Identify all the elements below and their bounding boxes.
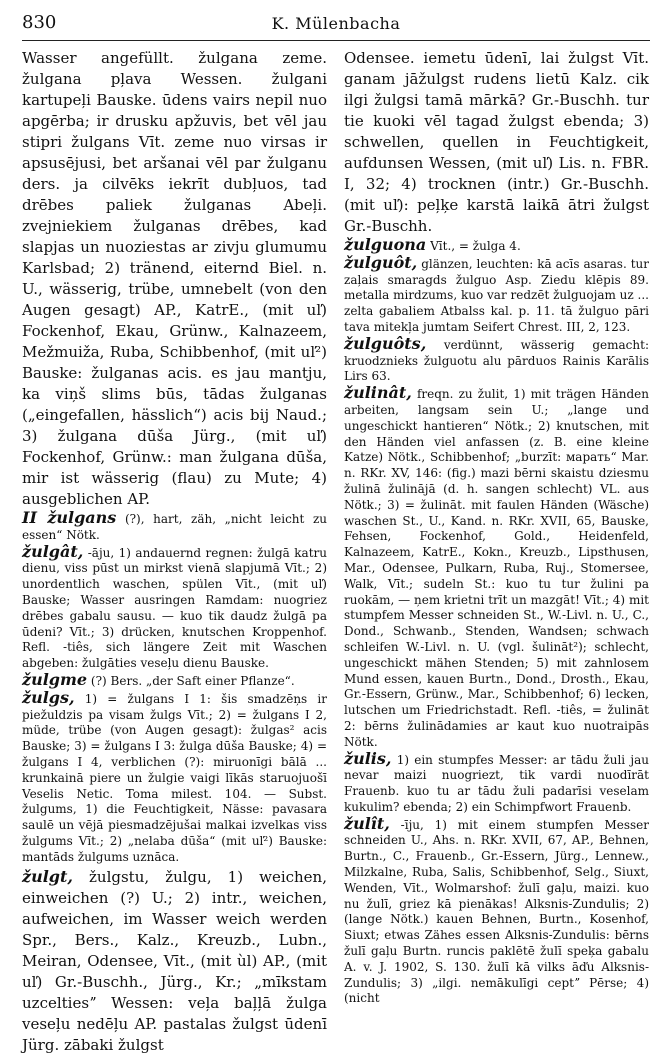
entry <box>22 541 327 672</box>
headword: žulis, <box>344 748 392 768</box>
entry-continuation <box>22 48 327 510</box>
entry <box>344 385 649 750</box>
entry-text: 1) ein stumpfes Messer: ar tādu žuli jau nevar maizi nuogriezt, tik vardi nuodīrāt Frauenb. kuo tu ar tādu žuli padarīsi veselam kukulim? ebenda; 2) ein Schimpfwort Frauenb. <box>344 752 649 814</box>
left-column <box>22 48 327 1054</box>
headword: žulinât, <box>344 383 412 403</box>
headword: žulguona <box>344 235 427 254</box>
entry <box>22 687 327 866</box>
page-header <box>22 6 650 41</box>
headword: II žulgans <box>22 508 117 527</box>
entry-text: Vīt., = žulga 4. <box>430 239 521 253</box>
headword: žulgme <box>22 669 88 689</box>
entry-text: verdünnt, wässerig gemacht: kruodznieks žulguotu alu pārduos Rainis Karālis Lirs 63. <box>344 337 649 384</box>
entry <box>22 510 327 544</box>
headword: žulgât, <box>22 541 84 561</box>
entry-text: (?) Bers. „der Saft einer Pflanze“. <box>90 673 295 688</box>
page-number: 830 <box>22 12 57 33</box>
headword: žulguôts, <box>344 333 427 353</box>
entry-text: (?), hart, zäh, „nicht leicht zu essen“ Nötk. <box>22 512 327 542</box>
entry-text: Wasser angefüllt. žulgana zeme. žulgana pļava Wessen. žulgani kartupeļi Bauske. ūdens vairs nepil nuo apgērba; ir drusku apžuvis, bet vēl jau stipri žulgans Vīt. zeme nuo virsas ir apsusējusi, bet aršanai vēl par žulganu ders. ja cilvēks iekrīt dubļuos, tad drēbes paliek žulganas Abeļi. zvejniekiem žulganas drēbes, kad slapjas un nuoziestas ar zivju glumumu Karlsbad; 2) tränend, eiternd Biel. n. U., wässerig, trübe, umnebelt (von den Augen gesagt) AP., KatrE., (mit uľ) Fockenhof, Ekau, Grünw., Kalnazeem, Mežmuiža, Ruba, Schibbenhof, (mit uľ²) Bauske: žulganas acis. es jau mantju, ka viņš slims būs, tādas žulganas („eingefallen, hässlich“) acis bij Naud.; 3) žulgana dūša Jürg., (mit uľ) Fockenhof, Grünw.: man žulgana dūša, mir ist wässerig (flau) zu Mute; 4) ausgeblichen AP. <box>22 49 327 508</box>
headword: žulît, <box>344 813 390 833</box>
entry-text: 1) = žulgans I 1: šis smadzēņs ir piežuldzis pa visam žulgs Vīt.; 2) = žulgans I 2, müde, trübe (von Augen gesagt): žulgas² acis Bauske; 3) = žulgans I 3: žulga dūša Bauske; 4) = žulgans I 4, verblichen (?): miruonīgi bālā ... krunkainā piere un žulgie vaigi līkās staruojuošī Veselis Netic. Toma milest. 104. — Subst. žulgums, 1) die Feuchtigkeit, Nässe: pavasara saulē un vējā piesmadzējušai malkai izvelkas viss žulgums Vīt.; 2) „nelaba dūša“ (mit uľ²) Bauske: mantāds žulgums uznāca. <box>22 691 327 864</box>
entry-text: glänzen, leuchten: kā acīs asaras. tur zaļais smaragds žulguo Asp. Ziedu klēpis 89. metalla mirdzums, kuo var redzēt žulguojam uz ... zelta gabaliem Atbalss kal. p. 11. tā žulguo pāri tava mitekļa jumtam Seifert Chrest. III, 2, 123. <box>344 256 649 334</box>
entry <box>344 813 649 1008</box>
running-title: K. Mülenbacha <box>271 14 401 33</box>
entry-text: -āju, 1) andauernd regnen: žulgā katru dienu, viss pūst un mirkst vienā slapjumā Vīt.; 2) unordentlich waschen, spülen Vīt., (mit uľ) Bauske; Wasser ausringen Ramdam: nuogriez drēbes gabalu sausu. — kuo tik daudz žulgā pa ūdeni? Vīt.; 3) drücken, knutschen Kroppenhof. Refl. -tiês, sich längere Zeit mit Waschen abgeben: žulgāties veseļu dienu Bauske. <box>22 545 327 671</box>
entry <box>344 333 649 385</box>
headword: žulguôt, <box>344 252 418 272</box>
entry <box>344 252 649 336</box>
right-column <box>344 48 649 1006</box>
entry-text: Odensee. iemetu ūdenī, lai žulgst Vīt. ganam jāžulgst rudens lietū Kalz. cik ilgi žulgsi tamā mārkā? Gr.-Buschh. tur tie kuoki vēl tagad žulgst ebenda; 3) schwellen, quellen in Feuchtigkeit, aufdunsen Wessen, (mit uľ) Lis. n. FBR. I, 32; 4) trocknen (intr.) Gr.-Buschh. (mit uľ): peļķe karstā laikā ātri žulgst Gr.-Buschh. <box>344 49 649 235</box>
entry-text: freqn. zu žulit, 1) mit trägen Händen arbeiten, langsam sein U.; „lange und ungeschickt hantieren“ Nötk.; 2) knutschen, mit den Händen viel anfassen (z. B. eine kleine Katze) Nötk., Schibbenhof; „burzīt: марать“ Mar. n. RKr. XV, 146: (fig.) mazi bērni skaistu dziesmu žulinā žulinājā (d. h. sangen schlecht) VL. aus Nötk.; 3) = žulināt. mit faulen Händen (Wäsche) waschen St., U., Kand. n. RKr. XVII, 65, Bauske, Fehsen, Fockenhof, Gold., Heidenfeld, Kalnazeem, KatrE., Kokn., Kreuzb., Lipsthusen, Mar., Odensee, Pulkarn, Ruba, Ruj., Stomersee, Walk, Vīt.; sudeln St.: kuo tu tur žulini pa ruokām, — ņem krietni trīt un mazgāt! Vīt.; 4) mit stumpfem Messer schneiden St., W.-Livl. n. U., C., Dond., Schwanb., Stenden, Wandsen; schwach schleifen W.-Livl. n. U. (vgl. šulināt²); schlecht, ungeschickt mähen Stenden; 5) mit zahnlosem Mund essen, kauen Burtn., Dond., Drosth., Ekau, Gr.-Essern, Grünw., Mar., Schibbenhof; 6) lecken, lutschen um Friedrichstadt. Refl. -tiês, = žulināt 2: bērns žulinādamies ar kaut kuo nuotraipās Nötk. <box>344 387 649 749</box>
headword: žulgs, <box>22 687 75 707</box>
headword: žulgt, <box>22 866 73 886</box>
entry <box>344 748 649 816</box>
entry-continuation <box>344 48 649 237</box>
entry-text: -īju, 1) mit einem stumpfen Messer schneiden U., Ahs. n. RKr. XVII, 67, AP., Behnen, Burtn., C., Frauenb., Gr.-Essern, Jürg., Lennew., Milzkalne, Ruba, Salis, Schibbenhof, Selg., Siuxt, Wenden, Vīt., Wolmarshof: žulī gaļu, maizi. kuo nu žulī, griez kā pienākas! Alksnis-Zundulis; 2) (lange Nötk.) kauen Behnen, Burtn., Kosenhof, Siuxt; etwas Zähes essen Alksnis-Zundulis: bērns žulī gaļu Burtn. runcis paklētē žulī speķa gabalu A. v. J. 1902, S. 130. žulī kā vilks āďu Alksnis-Zundulis; 3) „ilgi. nemākulīgi ceptˮ Pērse; 4) (nicht <box>344 817 649 1006</box>
entry <box>22 866 327 1056</box>
entry-text: žulgstu, žulgu, 1) weichen, einweichen (?) U.; 2) intr., weichen, aufweichen, im Wasser weich werden Spr., Bers., Kalz., Kreuzb., Lubn., Meiran, Odensee, Vīt., (mit ùl) AP., (mit uľ) Gr.-Buschh., Jürg., Kr.; „mīkstam uzceltiesˮ Wessen: veļa baļļā žulga veseļu nedēļu AP. pastalas žulgst ūdenī Jürg. zābaki žulgst <box>22 867 327 1054</box>
